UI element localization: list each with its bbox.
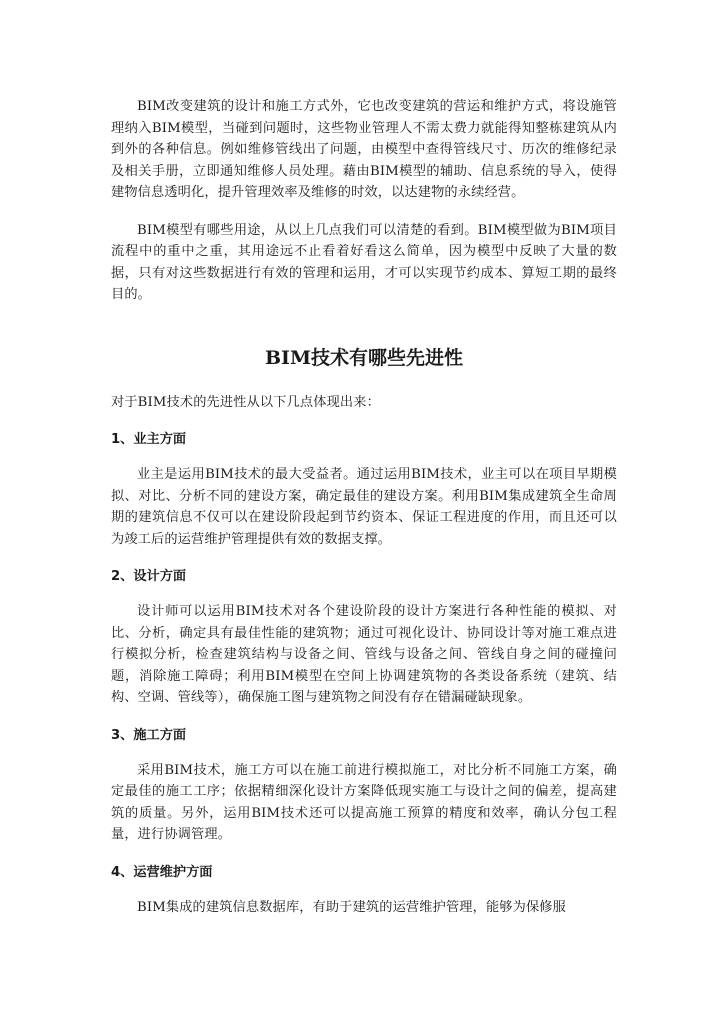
intro-paragraph-2: BIM模型有哪些用途，从以上几点我们可以清楚的看到。BIM模型做为BIM项目流程中的重中之重，其用途远不止看着好看这么简单，因为模型中反映了大量的数据，只有对这些数据进行有效的管理和运用，才可以实现节约成本、算短工期的最终目的。 [111,222,617,302]
subheading-construction: 3、施工方面 [111,727,187,743]
section-title: BIM技术有哪些先进性 [265,346,463,369]
paragraph-owner: 业主是运用BIM技术的最大受益者。通过运用BIM技术，业主可以在项目早期模拟、对比、分析不同的建设方案，确定最佳的建设方案。利用BIM集成建筑全生命周期的建筑信息不仅可以在建设阶段起到节约资本、保证工程进度的作用，而且还可以为竣工后的运营维护管理提供有效的数据支撑。 [111,467,617,547]
subheading-operation: 4、运营维护方面 [111,864,213,880]
subheading-owner: 1、业主方面 [111,432,187,447]
subheading-design: 2、设计方面 [111,569,187,584]
paragraph-design: 设计师可以运用BIM技术对各个建设阶段的设计方案进行各种性能的模拟、对比、分析，确定具有最佳性能的建筑物；通过可视化设计、协同设计等对施工难点进行模拟分析，检查建筑结构与设备之间、管线与设备之间、管线自身之间的碰撞问题，消除施工障碍；利用BIM模型在空间上协调建筑物的各类设备系统（建筑、结构、空调、管线等），确保施工图与建筑物之间没有存在错漏碰缺现象。 [111,604,617,705]
document-page [111,96,617,918]
paragraph-operation: BIM集成的建筑信息数据库，有助于建筑的运营维护管理，能够为保修服 [137,899,566,915]
intro-paragraph-1: BIM改变建筑的设计和施工方式外，它也改变建筑的营运和维护方式，将设施管理纳入BIM模型，当碰到问题时，这些物业管理人不需太费力就能得知整栋建筑从内到外的各种信息。例如维修管线出了问题，由模型中查得管线尺寸、历次的维修纪录及相关手册，立即通知维修人员处理。藉由BIM模型的辅助、信息系统的导入，使得建物信息透明化，提升管理效率及维修的时效，以达建物的永续经营。 [111,99,617,200]
paragraph-construction: 采用BIM技术，施工方可以在施工前进行模拟施工，对比分析不同施工方案，确定最佳的施工工序；依据精细深化设计方案降低现实施工与设计之间的偏差，提高建筑的质量。另外，运用BIM技术还可以提高施工预算的精度和效率，确认分包工程量，进行协调管理。 [111,762,617,842]
section-lead: 对于BIM技术的先进性从以下几点体现出来： [111,394,380,410]
